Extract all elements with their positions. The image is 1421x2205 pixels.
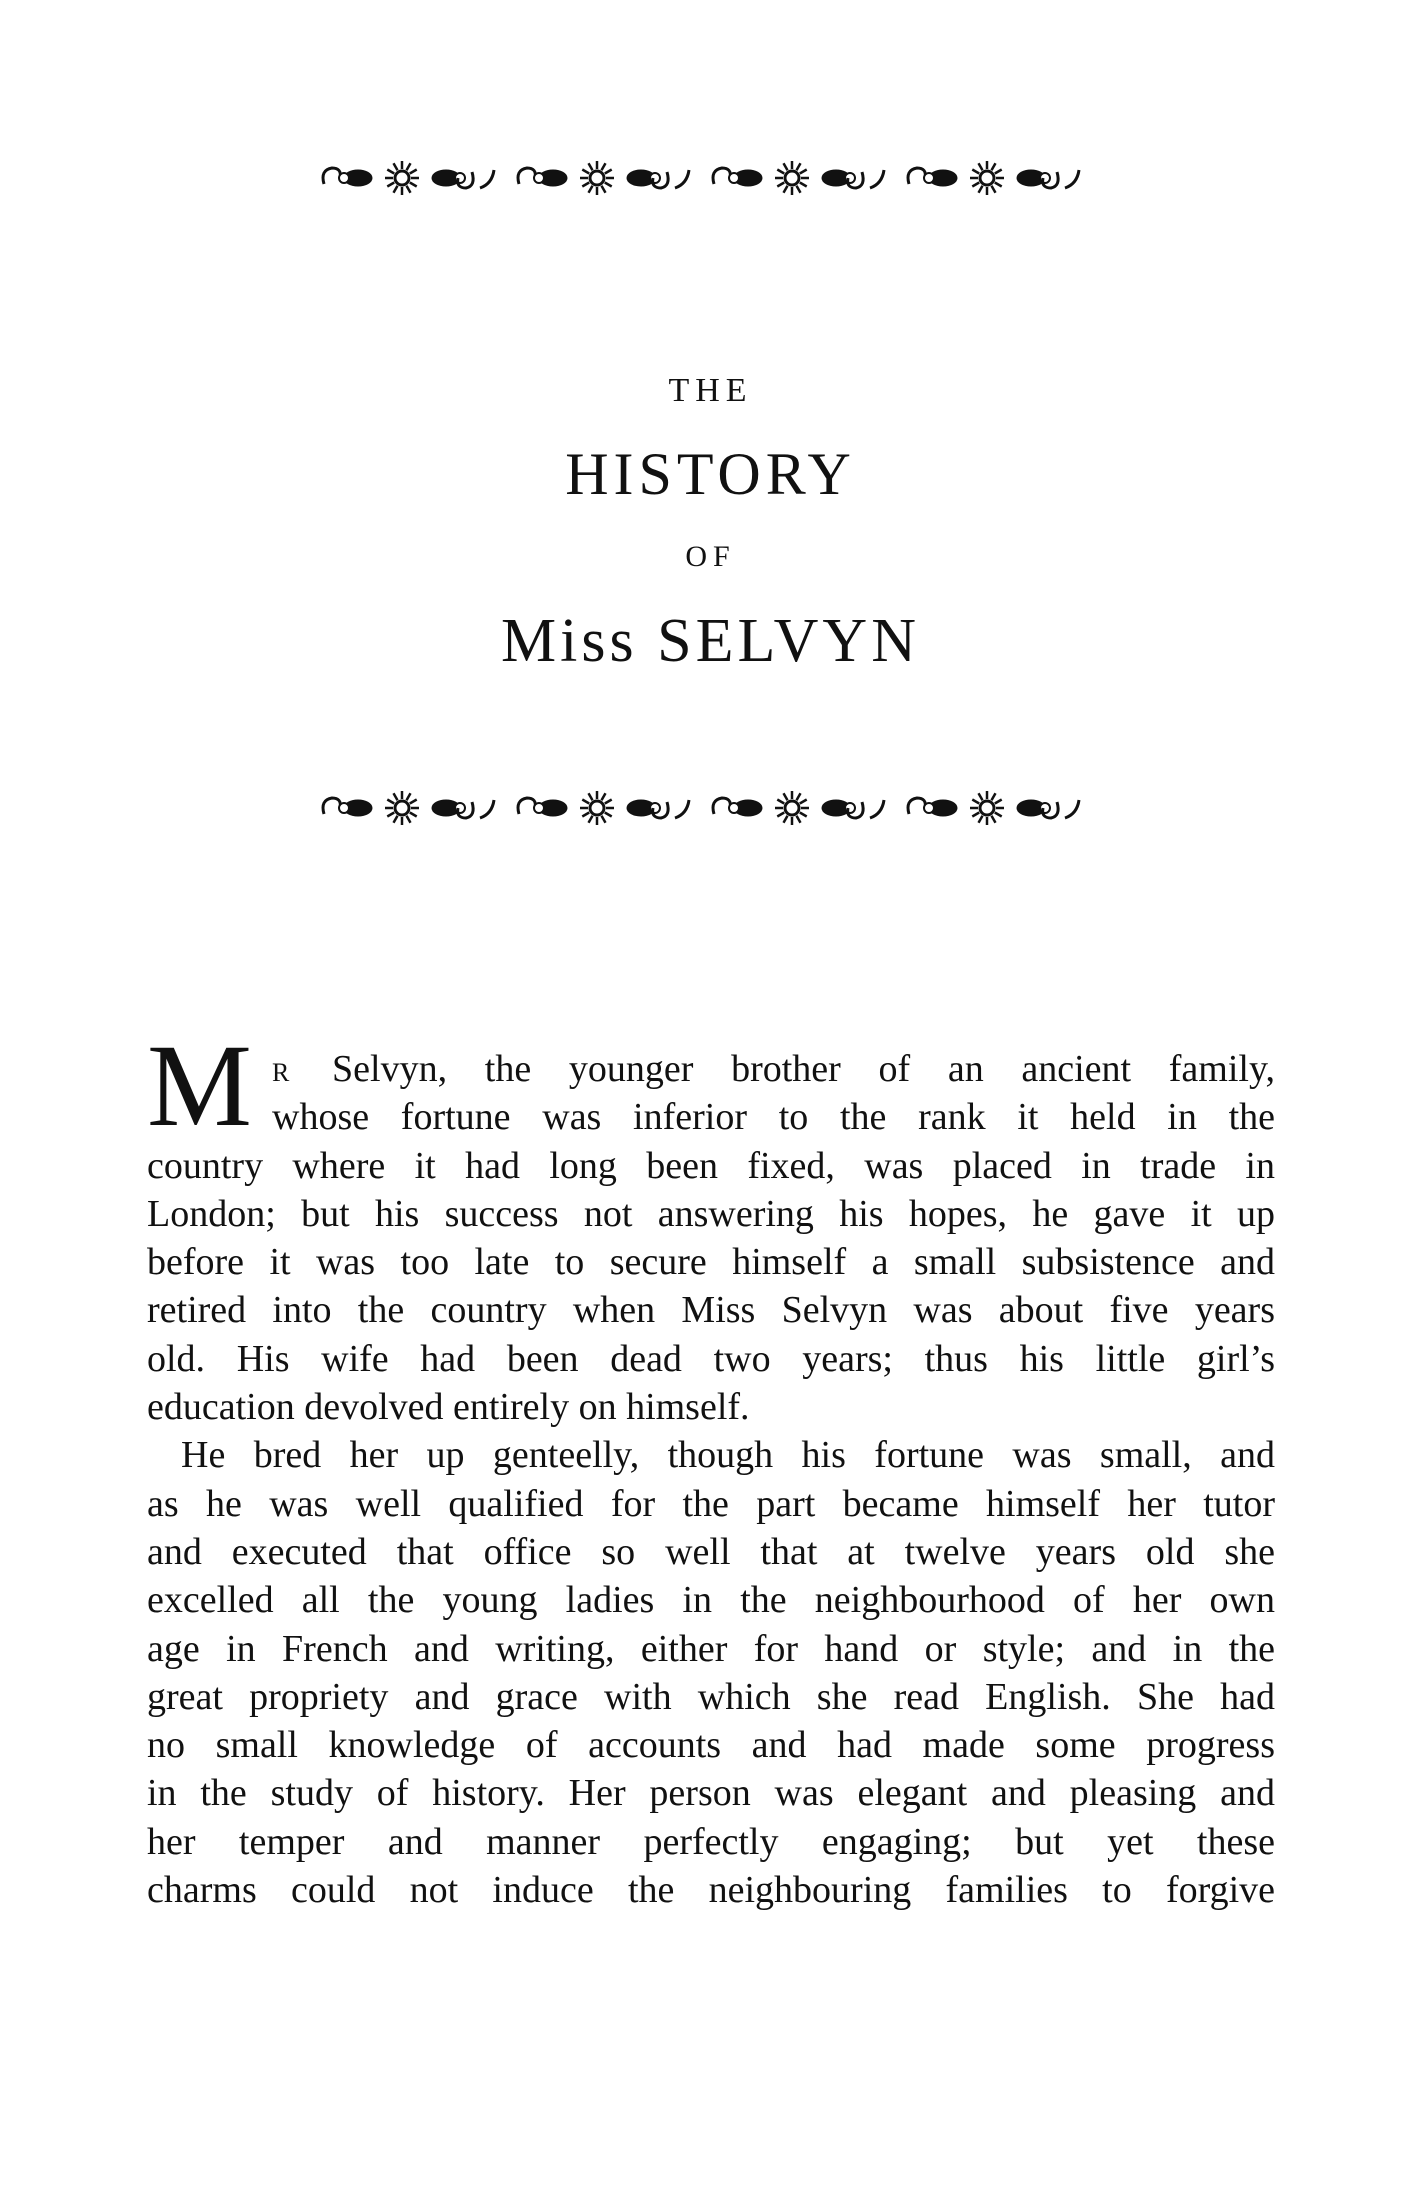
- ornament-bottom: [320, 778, 1101, 838]
- ornament-motif: [908, 791, 1079, 825]
- title-the: THE: [668, 372, 753, 409]
- text-line: country where it had long been fixed, was placed in trade in: [147, 1144, 1275, 1187]
- body-text: [147, 1045, 1275, 1914]
- ornament-motif: [323, 791, 494, 825]
- text-line: great propriety and grace with which she read English. She had: [147, 1675, 1275, 1718]
- ornament-motif: [908, 161, 1079, 195]
- ornament-motif: [323, 161, 494, 195]
- text-line: as he was well qualified for the part became himself her tutor: [147, 1482, 1275, 1525]
- text-line: excelled all the young ladies in the neighbourhood of her own: [147, 1579, 1275, 1622]
- text-line: charms could not induce the neighbouring families to forgive: [147, 1869, 1275, 1912]
- text-line: in the study of history. Her person was elegant and pleasing and: [147, 1772, 1275, 1815]
- text-line: old. His wife had been dead two years; thus his little girl’s: [147, 1337, 1275, 1380]
- ornament-top: [320, 148, 1101, 208]
- title-name: Miss SELVYN: [501, 607, 920, 675]
- ornament-motif: [713, 791, 884, 825]
- text-line: before it was too late to secure himself a small subsistence and: [147, 1241, 1275, 1284]
- ornament-motif: [518, 161, 689, 195]
- ornament-motif: [713, 161, 884, 195]
- text-line: her temper and manner perfectly engaging; but yet these: [147, 1820, 1275, 1863]
- text-line: age in French and writing, either for hand or style; and in the: [147, 1627, 1275, 1670]
- text-line: no small knowledge of accounts and had made some progress: [147, 1724, 1275, 1767]
- text-line: whose fortune was inferior to the rank it held in the: [272, 1096, 1275, 1139]
- ornament-motif: [518, 791, 689, 825]
- drop-cap: M: [147, 1020, 252, 1151]
- text-line: education devolved entirely on himself.: [147, 1386, 750, 1429]
- text-line: London; but his success not answering his hopes, he gave it up: [147, 1192, 1275, 1235]
- text-line: [147, 1045, 1275, 1093]
- text-line: retired into the country when Miss Selvyn was about five years: [147, 1289, 1275, 1332]
- title-history: HISTORY: [565, 441, 856, 507]
- title-of: OF: [685, 540, 736, 573]
- text-line: and executed that office so well that at twelve years old she: [147, 1530, 1275, 1573]
- text-line: He bred her up genteelly, though his fortune was small, and: [181, 1434, 1275, 1477]
- small-cap: R: [272, 1058, 291, 1087]
- text-span: Selvyn, the younger brother of an ancient family,: [294, 1048, 1275, 1090]
